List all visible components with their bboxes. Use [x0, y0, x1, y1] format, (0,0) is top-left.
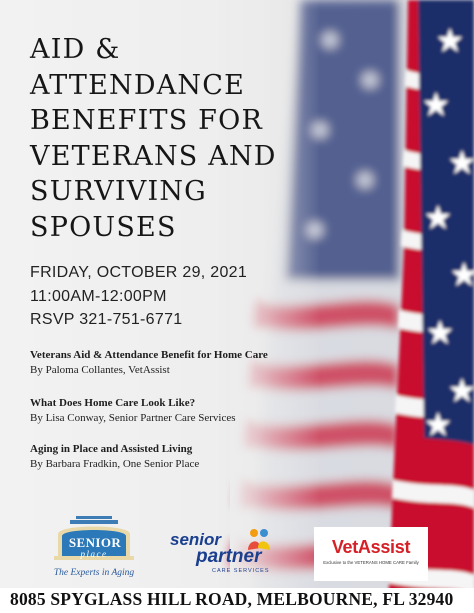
- talk-item: [30, 442, 199, 472]
- senior-place-sub: place: [80, 549, 108, 559]
- title-line: VETERANS AND: [30, 140, 277, 172]
- vetassist-logo: [314, 527, 428, 581]
- talk-speaker: By Paloma Collantes, VetAssist: [30, 364, 170, 376]
- vetassist-tagline: Exclusive to the VETERANS HOME CARE Family: [323, 560, 419, 565]
- senior-place-tagline: The Experts in Aging: [53, 568, 135, 578]
- talk-title: Veterans Aid & Attendance Benefit for Home Care: [30, 349, 268, 361]
- title-line: AID &: [30, 34, 121, 65]
- title-line: BENEFITS FOR: [30, 105, 263, 136]
- event-time: 11:00AM-12:00PM: [30, 287, 167, 305]
- title-line: ATTENDANCE: [30, 69, 246, 101]
- title-line: SPOUSES: [30, 211, 177, 243]
- talk-title: Aging in Place and Assisted Living: [30, 443, 193, 455]
- senior-place-main: SENIOR: [68, 535, 122, 550]
- title-line: SURVIVING: [30, 176, 207, 207]
- event-details: [30, 261, 247, 332]
- event-date: FRIDAY, OCTOBER 29, 2021: [30, 264, 248, 281]
- footer-address: 8085 SPYGLASS HILL ROAD, MELBOURNE, FL 32940: [10, 589, 454, 609]
- talk-item: [30, 348, 268, 378]
- talk-speaker: By Lisa Conway, Senior Partner Care Services: [30, 412, 236, 424]
- senior-partner-sub: CARE SERVICES: [212, 568, 270, 574]
- talk-item: [30, 396, 236, 426]
- flyer-title: [30, 32, 330, 245]
- vetassist-name: VetAssist: [331, 537, 411, 557]
- talk-speaker: By Barbara Fradkin, One Senior Place: [30, 458, 200, 470]
- senior-partner-line2: partner: [196, 546, 262, 567]
- talk-title: What Does Home Care Look Like?: [30, 397, 196, 409]
- senior-place-logo: [48, 516, 140, 582]
- senior-partner-logo: [170, 528, 280, 578]
- senior-partner-line1: senior: [170, 530, 222, 549]
- event-rsvp: RSVP 321-751-6771: [30, 311, 183, 328]
